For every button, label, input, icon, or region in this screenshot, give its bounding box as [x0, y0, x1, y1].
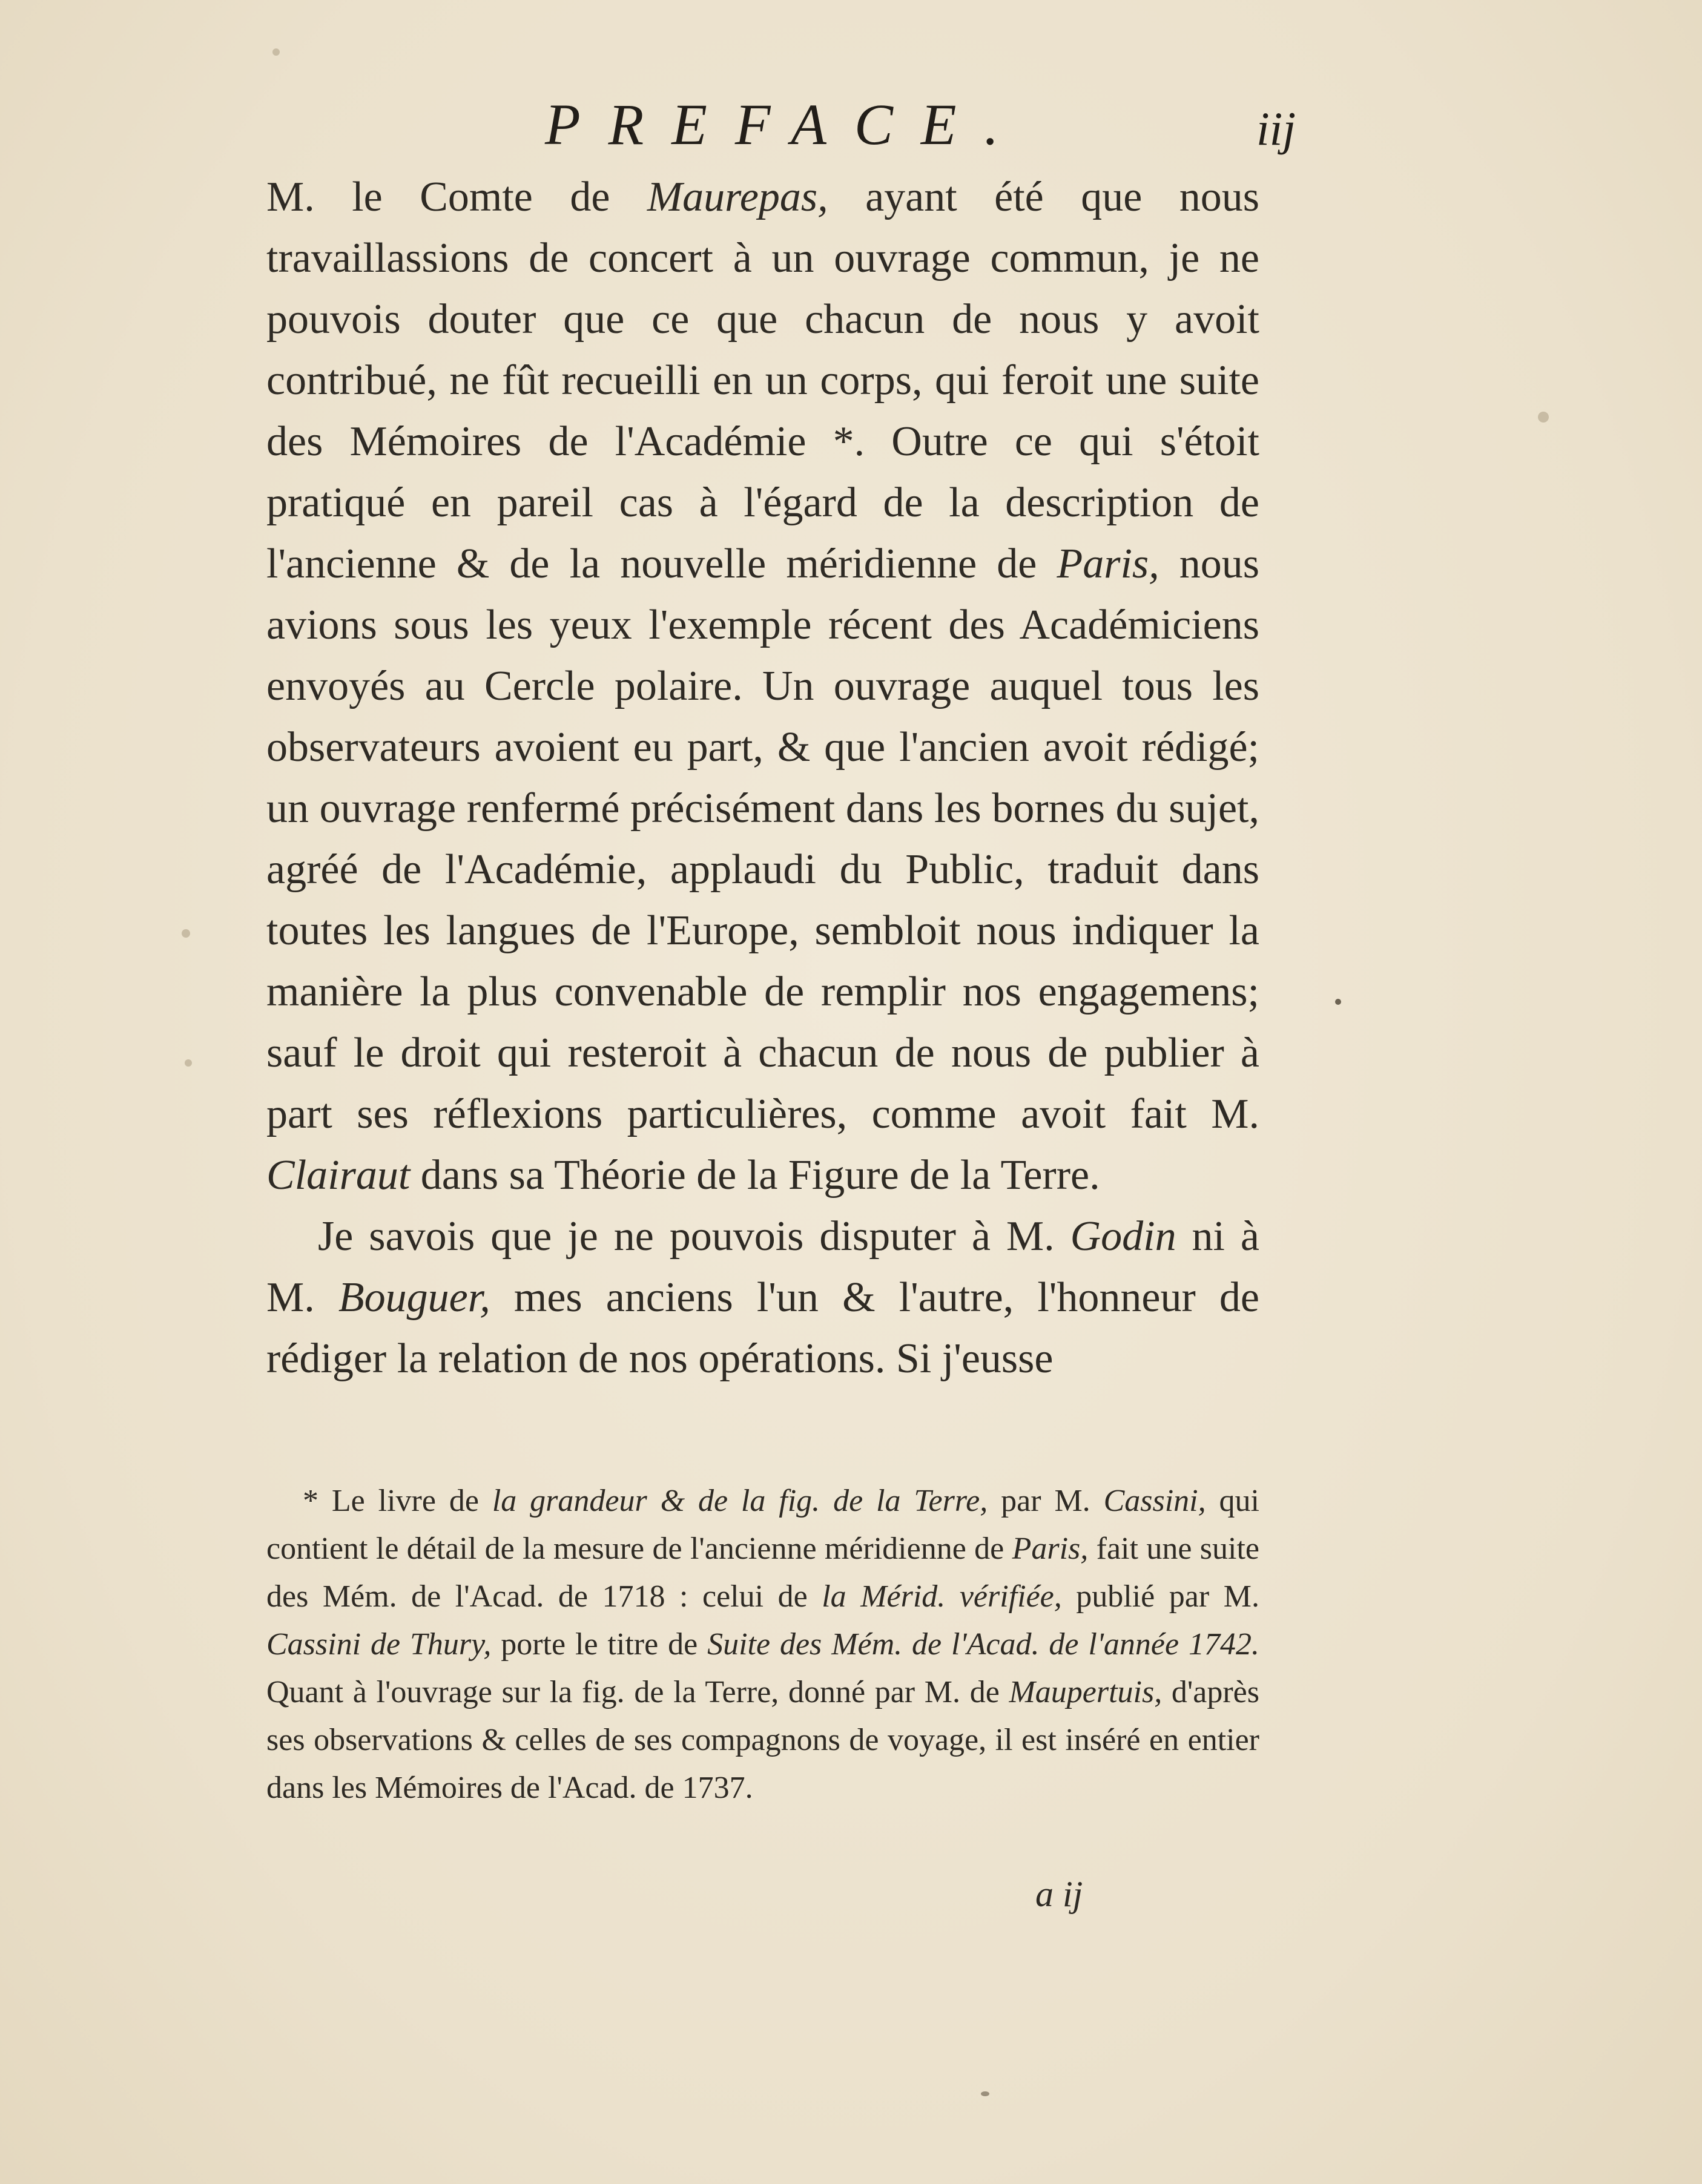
paragraph-1 — [266, 166, 1259, 1206]
paper-speck — [182, 929, 190, 938]
footnote — [266, 1477, 1259, 1812]
paper-speck — [185, 1059, 192, 1067]
text-run: qui contient le détail de la mesure de l'ancienne méridienne de — [266, 1484, 1259, 1566]
italic-name: Bouguer, — [338, 1274, 490, 1321]
paragraph-2 — [266, 1206, 1259, 1389]
paper-speck — [1335, 999, 1341, 1005]
running-title: PREFACE. — [545, 92, 1027, 157]
paper-speck — [1538, 412, 1549, 423]
text-run: * Le livre de — [303, 1484, 492, 1518]
text-run: publié par M. — [1061, 1579, 1259, 1614]
signature-mark: a ij — [1035, 1874, 1083, 1914]
paper-speck — [981, 2091, 989, 2096]
main-text — [266, 166, 1259, 1389]
italic-name: Paris, — [1012, 1531, 1089, 1566]
italic-name: Godin — [1070, 1213, 1176, 1260]
italic-name: Cassini, — [1103, 1484, 1206, 1518]
italic-title: Suite des Mém. de l'Acad. de l'année 1742. — [707, 1627, 1259, 1662]
text-run: ni à M. — [266, 1213, 1259, 1321]
text-run: dans sa Théorie de la Figure de la Terre. — [410, 1152, 1100, 1199]
page-number: iij — [1256, 102, 1296, 155]
italic-title: la grandeur & de la fig. de la Terre, — [492, 1484, 988, 1518]
italic-name: Clairaut — [266, 1152, 411, 1199]
footnote-paragraph — [266, 1477, 1259, 1812]
italic-name: Cassini de Thury, — [266, 1627, 492, 1662]
italic-name: Maupertuis, — [1009, 1675, 1163, 1709]
text-run: Je savois que je ne pouvois disputer à M. — [318, 1213, 1070, 1260]
page-header — [266, 91, 1296, 157]
paper-speck — [272, 48, 280, 56]
text-run: Quant à l'ouvrage sur la fig. de la Terre, donné par M. de — [266, 1675, 1009, 1709]
text-run: par M. — [988, 1484, 1104, 1518]
text-run: mes anciens l'un & l'autre, l'honneur de rédiger la relation de nos opérations. Si j'eusse — [266, 1274, 1259, 1382]
text-run: d'après ses observations & celles de ses compagnons de voyage, il est inséré en entier dans les Mémoires de l'Acad. de 1737. — [266, 1675, 1259, 1805]
text-run: M. le Comte de — [266, 174, 647, 220]
italic-name: Paris, — [1057, 541, 1159, 587]
italic-name: Maurepas, — [647, 174, 828, 220]
text-run: porte le titre de — [491, 1627, 708, 1662]
text-run: ayant été que nous travaillassions de concert à un ouvrage commun, je ne pouvois douter que ce que chacun de nous y avoit contribué, ne fût recueilli en un corps, qui feroit une suite des Mémoires de l'Académie *. Outre ce qui s'étoit pratiqué en pareil cas à l'égard de la description de l'ancienne & de la nouvelle méridienne de — [266, 174, 1260, 587]
italic-title: la Mérid. vérifiée, — [822, 1579, 1062, 1614]
text-run: fait une suite des Mém. de l'Acad. de 1718 : celui de — [266, 1531, 1259, 1614]
text-run: nous avions sous les yeux l'exemple récent des Académiciens envoyés au Cercle polaire. Un ouvrage auquel tous les observateurs avoient eu part, & que l'ancien avoit rédigé; un ouvrage renfermé précisément dans les bornes du sujet, agréé de l'Académie, applaudi du Public, traduit dans toutes les langues de l'Europe, sembloit nous indiquer la manière la plus convenable de remplir nos engagemens; sauf le droit qui resteroit à chacun de nous de publier à part ses réflexions particulières, comme avoit fait M. — [266, 541, 1259, 1137]
